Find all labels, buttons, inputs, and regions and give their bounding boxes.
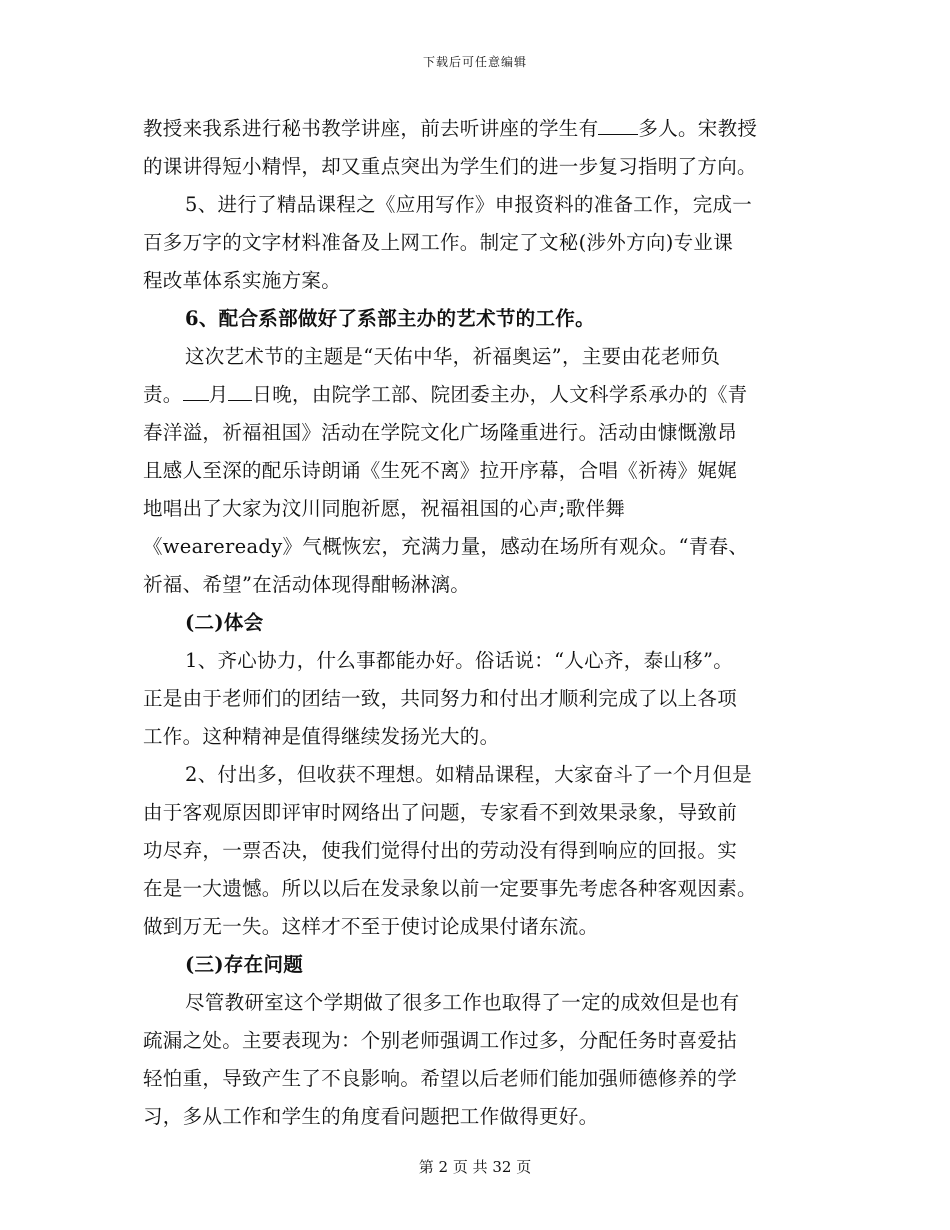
text-line: 《weareready》气概恢宏，充满力量，感动在场所有观众。“青春、 [143,535,749,558]
text-line: 功尽弃，一票否决，使我们觉得付出的劳动没有得到响应的回报。实 [143,839,738,862]
section-heading: (三)存在问题 [185,953,304,976]
text-line: 祈福、希望”在活动体现得酣畅淋漓。 [143,573,471,596]
text-line: 工作。这种精神是值得继续发扬光大的。 [143,725,500,748]
text-line [143,110,815,148]
text-segment: 日晚，由院学工部、院团委主办，人文科学系承办的《青 [252,383,748,406]
paragraph-start: 2、付出多，但收获不理想。如精品课程，大家奋斗了一个月但是 [185,763,753,786]
text-line: 在是一大遗憾。所以以后在发录象以前一定要事先考虑各种客观因素。 [143,877,757,900]
page-footer: 第 2 页 共 32 页 [418,1158,532,1176]
text-line: 程改革体系实施方案。 [143,269,342,292]
text-line: 正是由于老师们的团结一致，共同努力和付出才顺利完成了以上各项 [143,687,738,710]
paragraph-start: 这次艺术节的主题是“天佑中华，祈福奥运”，主要由花老师负 [185,345,721,368]
paragraph-start: 1、齐心协力，什么事都能办好。俗话说：“人心齐，泰山移”。 [185,649,734,672]
document-body [143,110,815,1136]
text-line: 春洋溢，祈福祖国》活动在学院文化广场隆重进行。活动由慷慨激昂 [143,421,738,444]
fill-in-blank [228,378,252,401]
section-heading: (二)体会 [185,611,264,634]
text-line: 做到万无一失。这样才不至于使讨论成果付诸东流。 [143,915,599,938]
text-line: 的课讲得短小精悍，却又重点突出为学生们的进一步复习指明了方向。 [143,155,757,178]
text-line: 疏漏之处。主要表现为：个别老师强调工作过多，分配任务时喜爱拈 [143,1029,738,1052]
text-segment: 教授来我系进行秘书教学讲座，前去听讲座的学生有 [143,117,599,140]
text-line: 习，多从工作和学生的角度看问题把工作做得更好。 [143,1105,599,1128]
text-segment: 月 [208,383,229,406]
paragraph-start: 5、进行了精品课程之《应用写作》申报资料的准备工作，完成一 [185,193,753,216]
text-line: 由于客观原因即评审时网络出了问题，专家看不到效果录象，导致前 [143,801,738,824]
text-line: 且感人至深的配乐诗朗诵《生死不离》拉开序幕，合唱《祈祷》娓娓 [143,459,738,482]
text-segment: 责。 [143,383,183,406]
page-header: 下载后可任意编辑 [422,55,527,69]
text-line: 百多万字的文字材料准备及上网工作。制定了文秘(涉外方向)专业课 [143,231,734,254]
paragraph-start: 尽管教研室这个学期做了很多工作也取得了一定的成效但是也有 [185,991,740,1014]
fill-in-blank [598,112,638,135]
text-segment: 多人。宋教授 [638,117,758,140]
text-line [143,376,815,414]
section-heading: 6、配合系部做好了系部主办的艺术节的工作。 [185,307,595,330]
text-line: 轻怕重，导致产生了不良影响。希望以后老师们能加强师德修养的学 [143,1067,738,1090]
text-line: 地唱出了大家为汶川同胞祈愿，祝福祖国的心声;歌伴舞 [143,497,626,520]
fill-in-blank [183,378,209,401]
